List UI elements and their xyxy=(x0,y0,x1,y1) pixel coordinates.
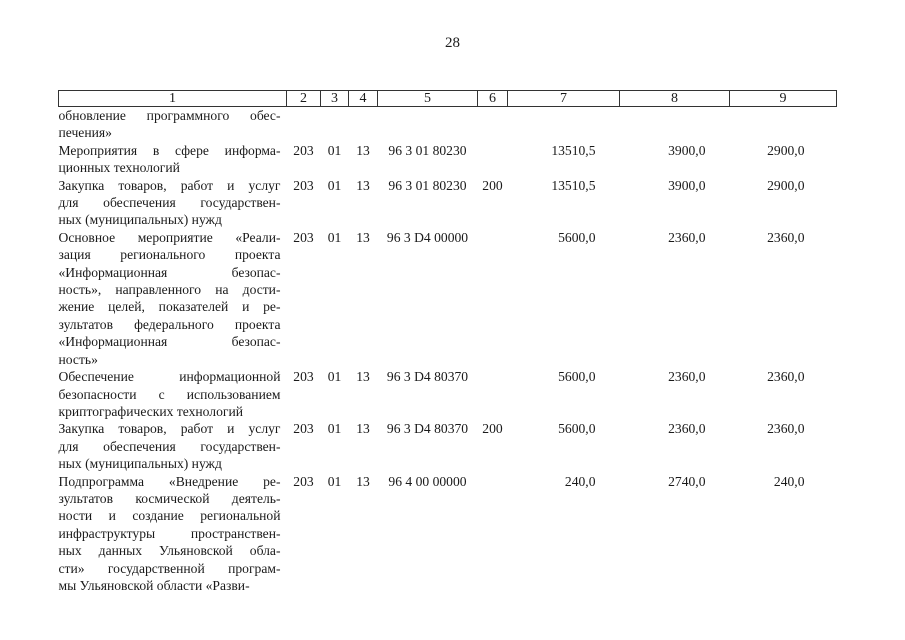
column-header: 2 xyxy=(287,91,321,107)
description-line: зация регионального проекта xyxy=(58,247,281,263)
amount-col9 xyxy=(730,107,837,142)
table-row xyxy=(59,420,837,472)
description-line: Подпрограмма «Внедрение ре- xyxy=(58,473,281,489)
section-code: 01 xyxy=(327,177,342,193)
description-line: «Информационная безопас- xyxy=(58,334,281,350)
amount-col8 xyxy=(620,107,730,142)
description-line: для обеспечения государствен- xyxy=(58,438,281,454)
amount-col8: 3900,0 xyxy=(668,142,706,158)
expense-type-code xyxy=(478,107,508,142)
expense-type-code xyxy=(478,473,508,595)
amount-col9: 2360,0 xyxy=(767,421,805,437)
section-code: 01 xyxy=(327,142,342,158)
section-code: 01 xyxy=(327,229,342,245)
description-line: ности и создание региональной xyxy=(58,508,281,524)
amount-col7: 5600,0 xyxy=(558,421,596,437)
description-line: ность», направленного на дости- xyxy=(58,282,281,298)
section-code: 01 xyxy=(327,473,342,489)
column-header: 9 xyxy=(730,91,837,107)
expense-type-code xyxy=(478,142,508,177)
description-line: инфраструктуры пространствен- xyxy=(58,525,281,541)
row-description xyxy=(59,420,287,472)
subsection-code: 13 xyxy=(356,177,370,193)
chapter-code: 203 xyxy=(293,369,314,385)
description-line: Обеспечение информационной xyxy=(58,369,281,385)
target-article-code: 96 3 01 80230 xyxy=(388,177,467,193)
table-body xyxy=(59,107,837,595)
subsection-code: 13 xyxy=(356,473,370,489)
amount-col8: 2360,0 xyxy=(668,229,706,245)
chapter-code: 203 xyxy=(293,229,314,245)
amount-col7: 13510,5 xyxy=(551,142,596,158)
chapter-code: 203 xyxy=(293,177,314,193)
description-line: печения» xyxy=(58,125,112,141)
amount-col7: 13510,5 xyxy=(551,177,596,193)
row-description xyxy=(59,177,287,229)
amount-col8: 2360,0 xyxy=(668,421,706,437)
description-line: обновление программного обес- xyxy=(58,108,281,123)
chapter-code: 203 xyxy=(293,142,314,158)
description-line: ционных технологий xyxy=(58,160,180,176)
table-row xyxy=(59,142,837,177)
description-line: криптографических технологий xyxy=(58,403,244,419)
target-article-code: 96 3 D4 80370 xyxy=(386,421,469,437)
row-description xyxy=(59,142,287,177)
description-line: ных данных Ульяновской обла- xyxy=(58,543,281,559)
description-line: безопасности с использованием xyxy=(58,386,281,402)
row-description xyxy=(59,229,287,368)
chapter-code: 203 xyxy=(293,473,314,489)
column-header: 6 xyxy=(478,91,508,107)
column-header: 1 xyxy=(59,91,287,107)
description-line: зультатов космической деятель- xyxy=(58,490,281,506)
page-number: 28 xyxy=(445,35,460,51)
amount-col7 xyxy=(508,107,620,142)
chapter-code xyxy=(287,107,321,142)
target-article-code: 96 4 00 00000 xyxy=(388,473,467,489)
subsection-code: 13 xyxy=(356,229,370,245)
subsection-code: 13 xyxy=(356,369,370,385)
description-line: жение целей, показателей и ре- xyxy=(58,299,281,315)
budget-table xyxy=(58,90,837,594)
description-line: мы Ульяновской области «Разви- xyxy=(58,577,250,593)
amount-col9: 2900,0 xyxy=(767,177,805,193)
target-article-code: 96 3 D4 80370 xyxy=(386,369,469,385)
chapter-code: 203 xyxy=(293,421,314,437)
row-description xyxy=(59,107,287,142)
expense-type-code xyxy=(478,229,508,368)
column-header: 3 xyxy=(321,91,349,107)
amount-col9: 240,0 xyxy=(773,473,805,489)
description-line: Закупка товаров, работ и услуг xyxy=(58,421,281,437)
amount-col9: 2360,0 xyxy=(767,369,805,385)
column-header: 8 xyxy=(620,91,730,107)
amount-col8: 2740,0 xyxy=(668,473,706,489)
target-article-code xyxy=(378,107,478,142)
expense-type-code: 200 xyxy=(482,421,503,437)
table-header-row xyxy=(59,91,837,107)
description-line: Закупка товаров, работ и услуг xyxy=(58,177,281,193)
target-article-code: 96 3 01 80230 xyxy=(388,142,467,158)
amount-col8: 3900,0 xyxy=(668,177,706,193)
expense-type-code: 200 xyxy=(482,177,503,193)
description-line: «Информационная безопас- xyxy=(58,264,281,280)
table-row xyxy=(59,229,837,368)
amount-col7: 240,0 xyxy=(564,473,596,489)
amount-col9: 2900,0 xyxy=(767,142,805,158)
row-description xyxy=(59,368,287,420)
section-code: 01 xyxy=(327,421,342,437)
subsection-code: 13 xyxy=(356,142,370,158)
table-row xyxy=(59,368,837,420)
target-article-code: 96 3 D4 00000 xyxy=(386,229,469,245)
column-header: 4 xyxy=(349,91,378,107)
description-line: сти» государственной програм- xyxy=(58,560,281,576)
description-line: ных (муниципальных) нужд xyxy=(58,456,222,472)
description-line: Мероприятия в сфере информа- xyxy=(58,142,281,158)
section-code: 01 xyxy=(327,369,342,385)
description-line: ность» xyxy=(58,351,98,367)
amount-col9: 2360,0 xyxy=(767,229,805,245)
row-description xyxy=(59,473,287,595)
description-line: зультатов федерального проекта xyxy=(58,316,281,332)
section-code xyxy=(321,107,349,142)
subsection-code: 13 xyxy=(356,421,370,437)
amount-col7: 5600,0 xyxy=(558,229,596,245)
expense-type-code xyxy=(478,368,508,420)
description-line: для обеспечения государствен- xyxy=(58,195,281,211)
table-row xyxy=(59,177,837,229)
description-line: ных (муниципальных) нужд xyxy=(58,212,222,228)
amount-col7: 5600,0 xyxy=(558,369,596,385)
column-header: 5 xyxy=(378,91,478,107)
table-row xyxy=(59,473,837,595)
table-row xyxy=(59,107,837,142)
subsection-code xyxy=(349,107,378,142)
column-header: 7 xyxy=(508,91,620,107)
amount-col8: 2360,0 xyxy=(668,369,706,385)
description-line: Основное мероприятие «Реали- xyxy=(58,229,281,245)
